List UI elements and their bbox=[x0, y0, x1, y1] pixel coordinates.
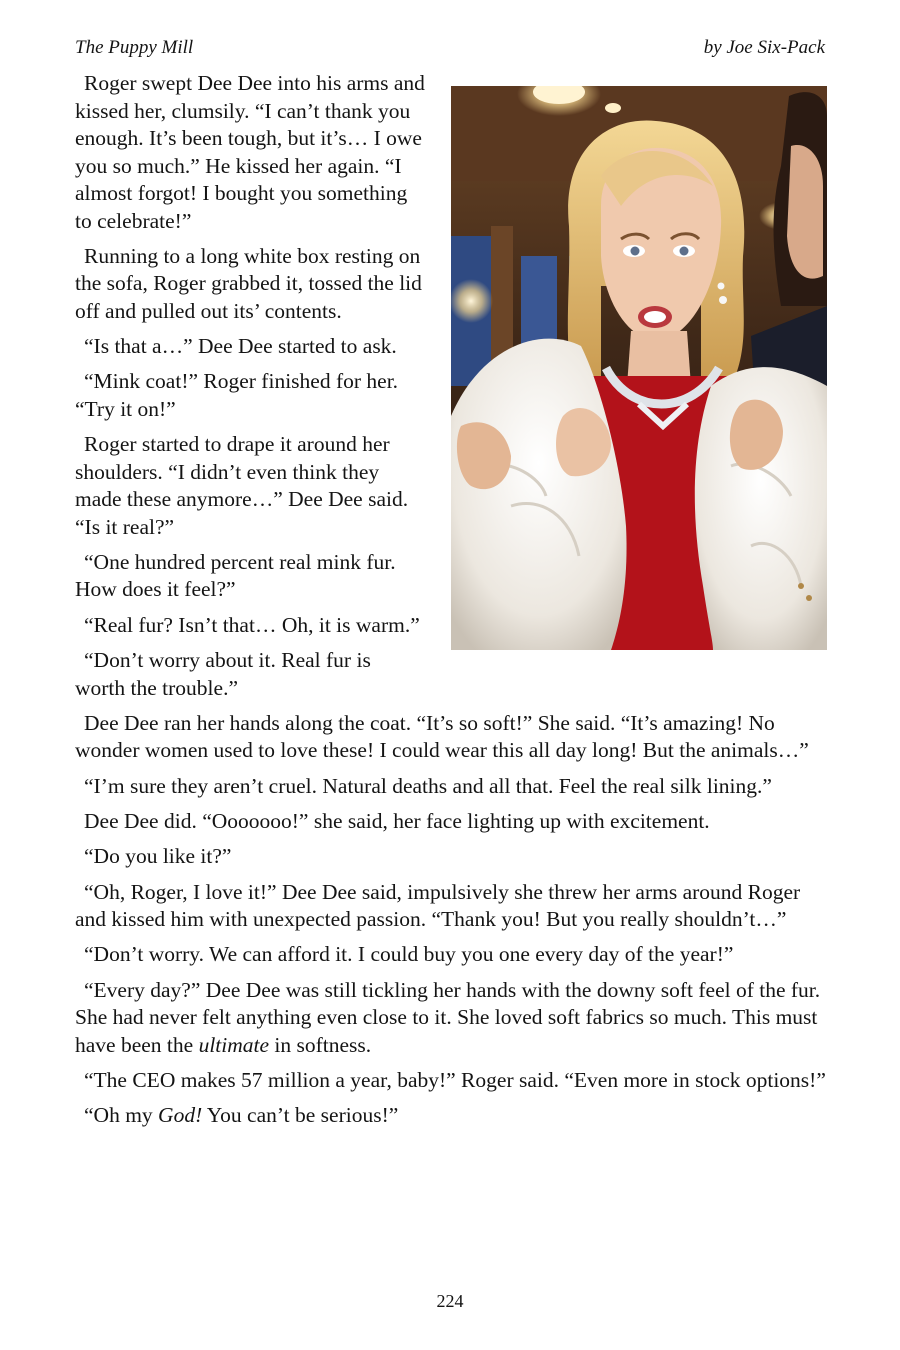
paragraph: Dee Dee ran her hands along the coat. “It’s so soft!” She said. “It’s amazing! No wonder women used to love these! I could wear this all day long! But the animals…” bbox=[75, 710, 809, 763]
page-number: 224 bbox=[436, 1291, 464, 1311]
paragraph: “Real fur? Isn’t that… Oh, it is warm.” bbox=[84, 612, 420, 637]
emphasis: God! bbox=[158, 1103, 203, 1128]
paragraph: “Is that a…” Dee Dee started to ask. bbox=[84, 334, 397, 359]
paragraph: “I’m sure they aren’t cruel. Natural deaths and all that. Feel the real silk lining.” bbox=[84, 773, 772, 798]
paragraph: “The CEO makes 57 million a year, baby!” Roger said. “Even more in stock options!” bbox=[84, 1067, 826, 1092]
emphasis: ultimate bbox=[198, 1032, 270, 1057]
paragraph: Roger swept Dee Dee into his arms and kissed her, clumsily. “I can’t thank you enough. It’s been tough, but it’s… I owe you so much.” He kissed her again. “I almost forgot! I bought you something to celebrate!” bbox=[75, 71, 425, 233]
paragraph: “Do you like it?” bbox=[84, 844, 232, 869]
paragraph: “Don’t worry about it. Real fur is worth the trouble.” bbox=[75, 648, 371, 700]
paragraph: “Every day?” Dee Dee was still tickling her hands with the downy soft feel of the fur. She had never felt anything even close to it. She loved soft fabrics so much. This must have been the ultimate in softness. bbox=[75, 977, 821, 1057]
author-credit: by Joe Six-Pack bbox=[703, 37, 825, 58]
illustration bbox=[451, 86, 827, 650]
paragraph: Roger started to drape it around her shoulders. “I didn’t even think they made these anymore…” Dee Dee said. “Is it real?” bbox=[75, 432, 409, 539]
book-title: The Puppy Mill bbox=[75, 37, 194, 58]
paragraph: Dee Dee did. “Ooooooo!” she said, her face lighting up with excitement. bbox=[84, 808, 710, 833]
paragraph: “Don’t worry. We can afford it. I could buy you one every day of the year!” bbox=[84, 942, 734, 967]
paragraph: “Oh, Roger, I love it!” Dee Dee said, impulsively she threw her arms around Roger and kissed him with unexpected passion. “Thank you! But you really shouldn’t…” bbox=[75, 879, 801, 932]
paragraph: “One hundred percent real mink fur. How does it feel?” bbox=[75, 549, 396, 602]
paragraph: “Mink coat!” Roger finished for her. “Try it on!” bbox=[75, 369, 399, 421]
story-text bbox=[75, 70, 827, 1138]
photo-illustration-icon bbox=[451, 86, 827, 650]
running-header bbox=[75, 36, 825, 60]
paragraph: “Oh my God! You can’t be serious!” bbox=[84, 1103, 399, 1128]
paragraph: Running to a long white box resting on the sofa, Roger grabbed it, tossed the lid off and pulled out its’ contents. bbox=[75, 243, 422, 323]
